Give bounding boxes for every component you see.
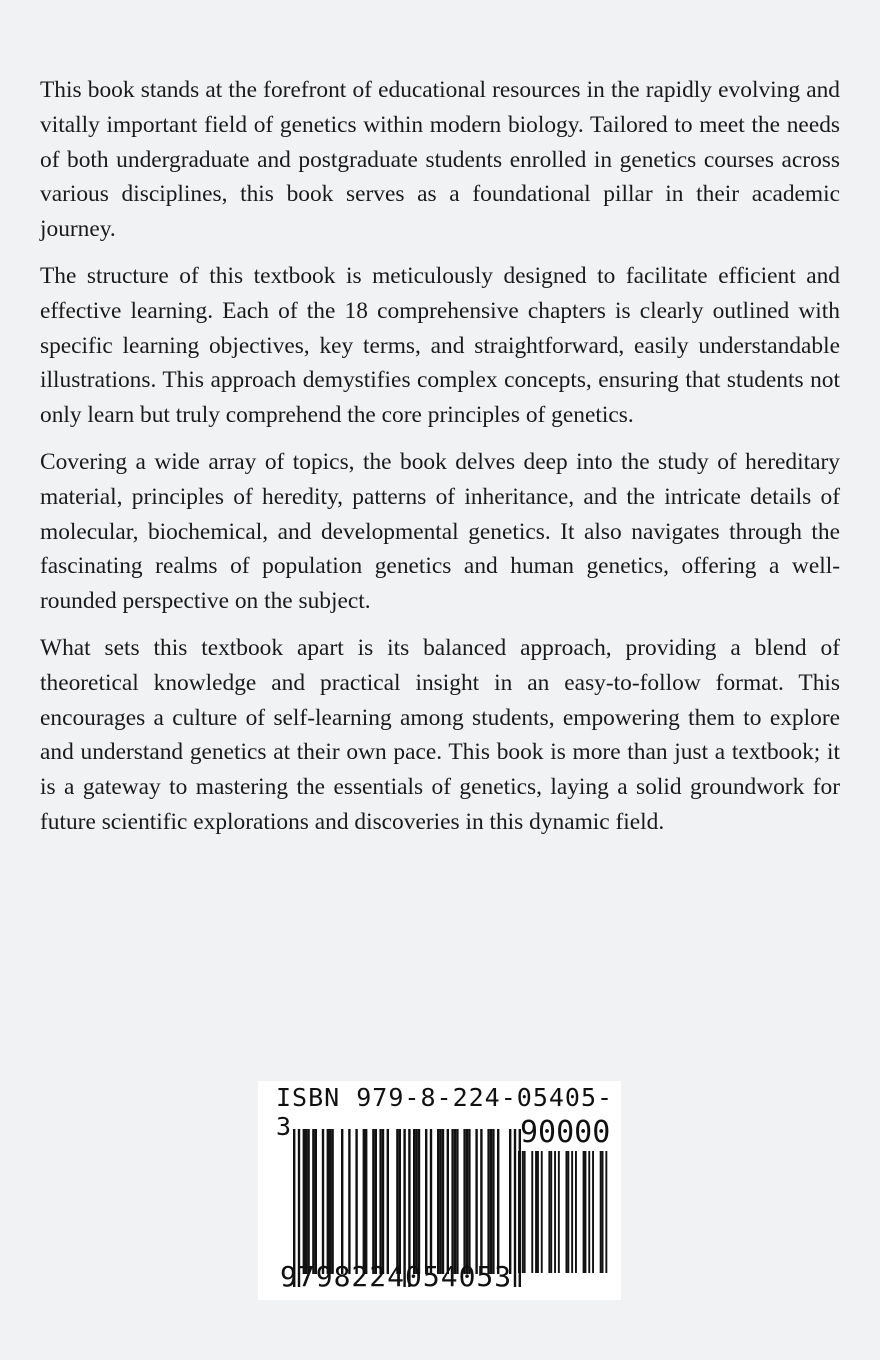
addon-bar [605,1151,607,1273]
barcode-bar [415,1129,417,1274]
barcode-bar [305,1129,307,1274]
addon-bar [518,1151,520,1273]
barcode-bar [379,1129,381,1274]
isbn-label: ISBN 979-8-224-05405-3 [276,1083,614,1141]
barcode-bar [480,1129,482,1274]
barcode-bar [454,1129,456,1274]
addon-bar [535,1151,537,1273]
ean-number: 9798224054053 [280,1260,513,1293]
barcode-bar [387,1129,389,1274]
barcode-bar [372,1129,374,1274]
addon-bar [558,1151,560,1273]
addon-bar [541,1151,543,1273]
addon-bar [537,1151,539,1273]
barcode-bar [514,1129,516,1287]
addon-bar [588,1151,590,1273]
barcode-bar [492,1129,494,1274]
barcode-bar [509,1129,511,1274]
addon-bar [585,1151,587,1273]
barcode-bar [437,1129,439,1274]
barcode-bar [303,1129,305,1274]
isbn-barcode [258,1081,621,1300]
barcode-bar [396,1129,398,1274]
barcode-bar [355,1129,357,1274]
barcode-bar [487,1129,489,1274]
barcode-bar [331,1129,333,1274]
barcode-bar [363,1129,365,1274]
addon-bar [567,1151,569,1273]
barcode-bar [375,1129,377,1274]
barcode-bar [468,1129,470,1274]
barcode-bar [490,1129,492,1274]
barcode-bar [430,1129,432,1274]
addon-bar [571,1151,573,1273]
barcode-bar [341,1129,343,1274]
barcode-bar [399,1129,401,1274]
barcode-bar [451,1129,453,1274]
addon-bar [554,1151,556,1273]
addon-bar [602,1151,604,1273]
barcode-bar [425,1129,427,1274]
barcode-bar [463,1129,465,1274]
description-paragraph: What sets this textbook apart is its balanced approach, providing a blend of theoretical knowledge and practical insight in an easy-to-follow format. This encourages a culture of self-learning among students, empowering them to explore and understand genetics at their own pace. This book is more than just a textbook; it is a gateway to mastering the essentials of genetics, laying a solid groundwork for future scientific explorations and discoveries in this dynamic field. [40,634,840,835]
barcode-bar [329,1129,331,1274]
addon-bar [524,1151,526,1273]
barcode-bar [497,1129,499,1274]
addon-bar [583,1151,585,1273]
back-cover-description [40,73,840,852]
addon-bar [575,1151,577,1273]
barcode-bar [348,1129,350,1274]
barcode-bar [365,1129,367,1274]
addon-bar [600,1151,602,1273]
barcode-bar [447,1129,449,1274]
addon-bar [592,1151,594,1273]
addon-bar [522,1151,524,1273]
barcode-bar [439,1129,441,1274]
addon-bar [548,1151,550,1273]
barcode-bar [418,1129,420,1274]
barcode-bar [315,1129,317,1274]
barcode-bar [307,1129,309,1274]
addon-bar [550,1151,552,1273]
description-paragraph: Covering a wide array of topics, the book delves deep into the study of hereditary material, principles of heredity, patterns of inheritance, and the intricate details of molecular, biochemical, and developmental genetics. It also navigates through the fascinating realms of population genetics and human genetics, offering a well-rounded perspective on the subject. [40,448,840,615]
addon-bar [531,1151,533,1273]
barcode-bar [413,1129,415,1274]
barcode-bar [322,1129,324,1274]
barcode-bar [382,1129,384,1274]
description-paragraph: The structure of this textbook is meticulously designed to facilitate efficient and effective learning. Each of the 18 comprehensive chapters is clearly outlined with specific learning objectives, key terms, and straightforward, easily understandable illustrations. This approach demystifies complex concepts, ensuring that students not only learn but truly comprehend the core principles of genetics. [40,262,840,429]
barcode-bar [327,1129,329,1274]
barcode-bar [475,1129,477,1274]
barcode-bar [312,1129,314,1274]
barcode-bar [442,1129,444,1274]
barcode-bar [456,1129,458,1274]
description-paragraph: This book stands at the forefront of educational resources in the rapidly evolving and vitally important field of genetics within modern biology. Tailored to meet the needs of both undergraduate and postgraduate students enrolled in genetics courses across various disciplines, this book serves as a foundational pillar in their academic journey. [40,77,840,243]
addon-code: 90000 [520,1115,611,1150]
addon-bar [566,1151,568,1273]
barcode-bar [466,1129,468,1274]
